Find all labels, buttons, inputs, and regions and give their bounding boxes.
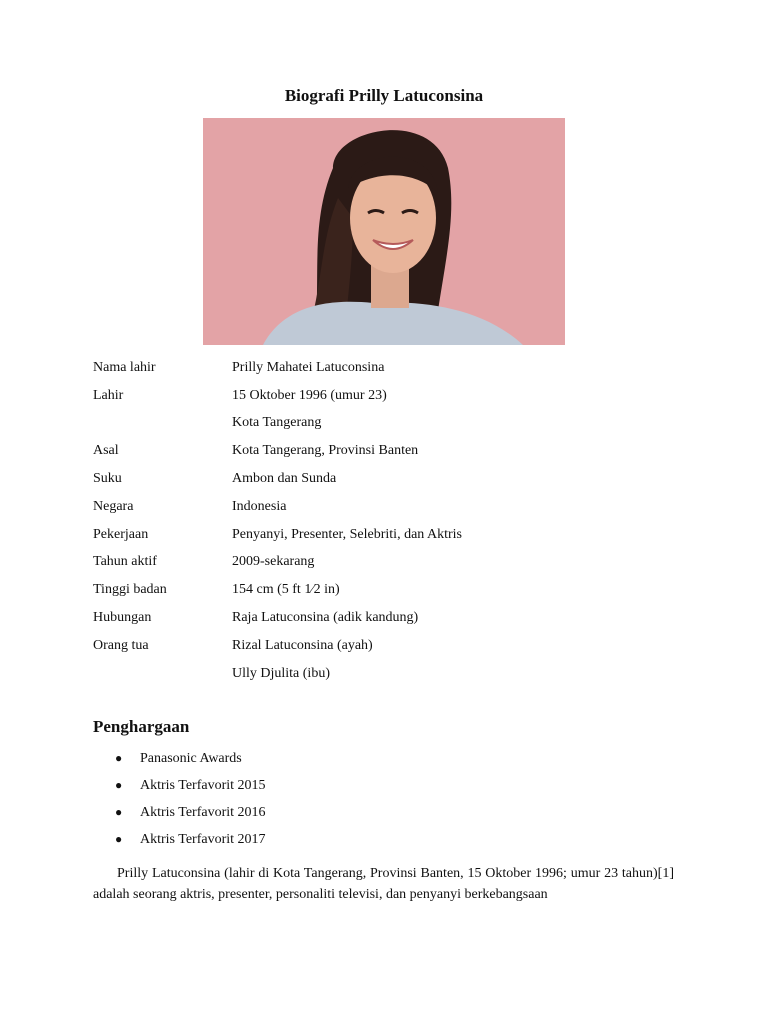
bio-label: Asal [93,443,119,459]
bio-row [93,632,693,660]
bio-label: Nama lahir [93,359,156,375]
bio-value: 154 cm (5 ft 1⁄2 in) [232,582,340,598]
bio-row [93,354,693,382]
bio-value: Penyanyi, Presenter, Selebriti, dan Aktris [232,526,463,542]
bio-label: Orang tua [93,637,149,653]
bio-row [93,410,693,438]
bio-row [93,576,693,604]
bio-value: Indonesia [232,498,287,514]
bio-row [93,437,693,465]
bio-label: Hubungan [93,610,152,626]
bio-row [93,493,693,521]
biography-table [93,354,693,688]
bio-row [93,604,693,632]
bio-value: Ambon dan Sunda [232,471,337,487]
bio-label: Suku [93,471,122,487]
award-label: Aktris Terfavorit 2015 [140,777,266,793]
bio-row [93,660,693,688]
bullet-icon: ● [115,778,123,792]
bio-label: Lahir [93,387,124,403]
bio-label: Tahun aktif [93,554,157,570]
bio-row [93,549,693,577]
awards-list [93,745,693,853]
bio-row [93,465,693,493]
bio-label: Negara [93,498,134,514]
award-label: Aktris Terfavorit 2016 [140,804,266,820]
award-label: Panasonic Awards [140,750,242,766]
portrait-illustration [203,118,565,345]
portrait-photo [203,118,565,345]
bio-label: Pekerjaan [93,526,149,542]
bio-row [93,521,693,549]
biography-paragraph: Prilly Latuconsina (lahir di Kota Tangerang, Provinsi Banten, 15 Oktober 1996; umur 23 tahun)[1] adalah seorang aktris, presenter, personaliti televisi, dan penyanyi berkebangsaan [93,866,674,902]
bio-value: Kota Tangerang, Provinsi Banten [232,443,419,459]
document-title: Biografi Prilly Latuconsina [284,86,484,105]
bio-value: 2009-sekarang [232,554,315,570]
bio-label: Tinggi badan [93,582,167,598]
list-item [93,826,693,853]
bio-value: Rizal Latuconsina (ayah) [232,637,373,653]
bullet-icon: ● [115,751,123,765]
bio-value: Prilly Mahatei Latuconsina [232,359,385,375]
list-item [93,772,693,799]
awards-heading: Penghargaan [93,717,190,736]
award-label: Aktris Terfavorit 2017 [140,831,266,847]
bio-value: Ully Djulita (ibu) [232,665,330,681]
bio-value: 15 Oktober 1996 (umur 23) [232,387,387,403]
bio-value: Kota Tangerang [232,415,322,431]
bullet-icon: ● [115,832,123,846]
list-item [93,745,693,772]
bio-row [93,382,693,410]
bio-value: Raja Latuconsina (adik kandung) [232,610,419,626]
list-item [93,799,693,826]
bullet-icon: ● [115,805,123,819]
